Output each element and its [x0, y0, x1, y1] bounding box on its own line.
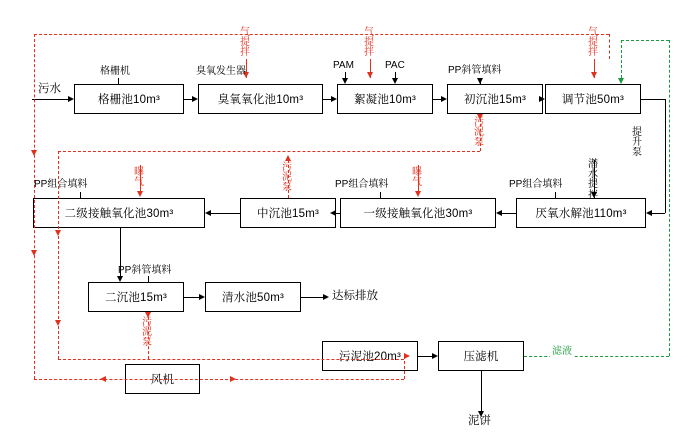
box-filter[interactable]: [438, 341, 524, 371]
arrow-sludge-filter: [432, 353, 438, 359]
line-gridmachine-feed: [118, 78, 119, 84]
red-arrow-bottom-left: [100, 376, 106, 382]
box-midsed-label: 中沉池15m³: [256, 208, 320, 220]
arrow-inlet-grid: [68, 96, 74, 102]
label-stir-3: 气提拌: [588, 27, 598, 59]
arrow-floc-presed: [441, 96, 447, 102]
label-lift-pump: 提升泵: [632, 127, 642, 159]
box-adjust-label: 调节池50m³: [561, 94, 625, 106]
box-floc-label: 絮凝池10m³: [353, 94, 417, 106]
red-outer-right: [609, 34, 610, 59]
line-adjust-to-anaerobic: [652, 213, 665, 214]
arrow-clear-discharge: [323, 294, 329, 300]
arrow-pac-feed: [392, 78, 398, 84]
label-pp-comb-3: PP组合填料: [509, 179, 563, 190]
line-inlet-grid: [32, 99, 68, 100]
box-adjust[interactable]: [545, 84, 641, 114]
red-outer-top: [34, 34, 609, 35]
label-pp-incline-2: PP斜管填料: [118, 265, 172, 276]
line-floc-presed: [433, 99, 441, 100]
red-arrow-aeration2: [415, 191, 421, 197]
green-filtrate-top: [621, 40, 669, 41]
box-grid[interactable]: [74, 84, 184, 114]
red-arrow-bottom-right: [230, 376, 236, 382]
red-presed-to-left: [58, 151, 480, 152]
red-arrow-aeration1: [137, 191, 143, 197]
box-sludge-label: 污泥池20m³: [338, 351, 402, 363]
line-clear-discharge: [301, 297, 323, 298]
red-arrow-presed-left-down: [55, 230, 61, 236]
red-arrow-sludge-in: [404, 353, 410, 359]
label-pp-comb-2: PP组合填料: [335, 179, 389, 190]
red-arrow-stir2: [367, 72, 373, 78]
line-grid-ozone: [184, 99, 192, 100]
label-cake: 泥饼: [468, 415, 491, 427]
box-presed[interactable]: [447, 84, 543, 114]
arrow-ppincline1-feed: [477, 78, 483, 84]
box-ozone-label: 臭氧氧化池10m³: [217, 94, 304, 106]
line-ppcomb1-feed: [80, 192, 81, 198]
label-stir-1: 气提拌: [240, 27, 250, 59]
box-blower-label: 风机: [150, 374, 175, 386]
label-aeration-2: 曝气: [412, 167, 422, 189]
line-adjust-down2: [665, 199, 666, 213]
box-anaerobic-label: 厌氧水解池110m³: [535, 208, 627, 220]
arrow-contact2-secsed: [117, 276, 123, 282]
label-pp-incline-1: PP斜管填料: [448, 65, 502, 76]
box-contact1-label: 一级接触氧化池30m³: [363, 208, 473, 220]
box-clear[interactable]: [205, 282, 301, 312]
box-contact2-label: 二级接触氧化池30m³: [64, 208, 174, 220]
label-filtrate: 滤液: [552, 346, 572, 357]
box-clear-label: 清水池50m³: [221, 292, 285, 304]
label-ozone-generator: 臭氧发生器: [196, 66, 246, 77]
arrow-secsed-clear: [199, 294, 205, 300]
red-arrow-left-down-2: [31, 250, 37, 256]
box-contact1[interactable]: [340, 198, 496, 228]
arrow-midsed-contact2: [205, 210, 211, 216]
box-ozone[interactable]: [198, 84, 323, 114]
red-arrow-stir3: [591, 72, 597, 78]
line-anaerobic-contact1: [502, 213, 516, 214]
red-presed-bottom: [58, 359, 404, 360]
green-filtrate-up: [669, 40, 670, 356]
green-arrow-into-adjust: [618, 78, 624, 84]
box-midsed[interactable]: [240, 198, 336, 228]
label-sludge-pump-3: 污泥泵: [142, 317, 152, 349]
box-grid-label: 格栅池10m³: [97, 94, 161, 106]
label-sludge-pump-2: 污泥泵: [282, 162, 292, 194]
arrow-anaerobic-contact1: [496, 210, 502, 216]
line-ppcomb2-feed: [380, 192, 381, 198]
label-stir-2: 气提拌: [364, 27, 374, 59]
red-arrow-midsed-up: [285, 155, 291, 161]
label-inlet: 污水: [38, 83, 61, 95]
box-anaerobic[interactable]: [516, 198, 646, 228]
red-bottom-right-up: [404, 356, 405, 379]
line-adjust-right: [641, 99, 665, 100]
label-grid-machine: 格栅机: [100, 66, 130, 77]
label-pp-comb-1: PP组合填料: [34, 179, 88, 190]
line-ppcomb3-feed: [555, 192, 556, 198]
green-filtrate-to-adjust: [621, 40, 622, 78]
label-aeration-1: 曝气: [134, 167, 144, 189]
red-arrow-left-down-1: [31, 150, 37, 156]
green-filtrate-from-filter: [524, 356, 669, 357]
box-floc[interactable]: [337, 84, 433, 114]
line-ppincline2-feed: [148, 276, 149, 282]
label-discharge: 达标排放: [332, 290, 378, 302]
arrow-presed-adjust: [539, 96, 545, 102]
line-contact1-midsed: [336, 213, 340, 214]
label-pac: PAC: [385, 60, 405, 71]
red-arrow-presed-left-down2: [55, 320, 61, 326]
label-submerged-stir: 潜水提拌: [588, 159, 598, 201]
red-outer-left: [34, 34, 35, 379]
box-presed-label: 初沉池15m³: [463, 94, 527, 106]
arrow-grid-ozone: [192, 96, 198, 102]
line-ozone-floc: [323, 99, 331, 100]
arrow-pam-feed: [342, 78, 348, 84]
red-outer-bottom: [34, 379, 404, 380]
arrow-ozone-floc: [331, 96, 337, 102]
box-filter-label: 压滤机: [463, 351, 499, 363]
line-adjust-down: [665, 99, 666, 199]
line-midsed-contact2: [211, 213, 240, 214]
line-sludge-filter: [418, 356, 432, 357]
label-pam: PAM: [333, 60, 354, 71]
line-secsed-clear: [184, 297, 199, 298]
box-secsed-label: 二沉池15m³: [104, 292, 168, 304]
box-secsed[interactable]: [88, 282, 184, 312]
line-filter-cake: [481, 371, 482, 411]
arrow-contact1-midsed: [330, 210, 336, 216]
arrow-adjust-anaerobic: [646, 210, 652, 216]
label-sludge-pump-1: 污泥泵: [474, 117, 484, 149]
